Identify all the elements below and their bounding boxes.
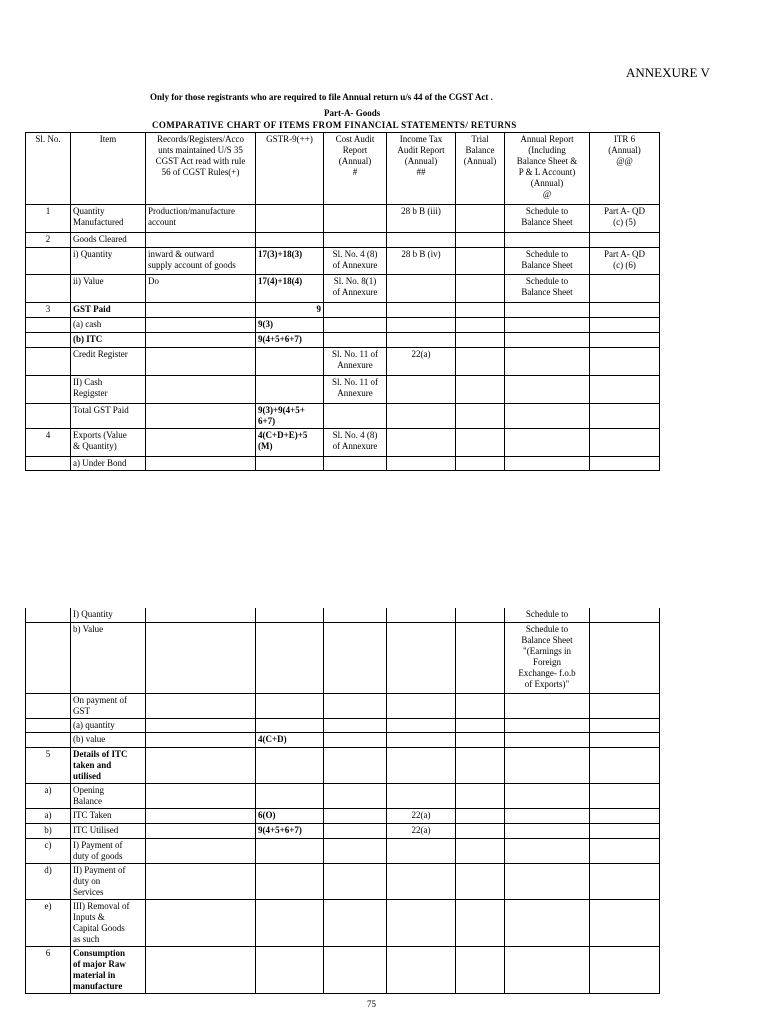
- table-cell: [590, 318, 660, 333]
- table-cell: [387, 376, 456, 404]
- table-cell: [256, 747, 324, 783]
- page-number: 75: [367, 999, 376, 1009]
- table-cell: 1: [26, 205, 71, 233]
- table-cell: [505, 233, 590, 248]
- table-cell: [146, 899, 256, 946]
- table-cell: Sl. No.: [26, 133, 71, 205]
- table-cell: Part A- QD (c) (6): [590, 248, 660, 275]
- table-cell: [456, 863, 505, 899]
- table-cell: [146, 303, 256, 318]
- table-row: [26, 783, 660, 808]
- table-cell: [26, 457, 71, 471]
- table-cell: Total GST Paid: [71, 404, 146, 429]
- table-cell: ii) Value: [71, 275, 146, 303]
- table-cell: [456, 376, 505, 404]
- table-row: [26, 808, 660, 823]
- table-cell: Credit Register: [71, 348, 146, 376]
- table-cell: [146, 233, 256, 248]
- table-cell: ITC Taken: [71, 808, 146, 823]
- table-cell: 22(a): [387, 823, 456, 838]
- table-cell: i) Quantity: [71, 248, 146, 275]
- comparative-chart-table-part-2: [25, 608, 660, 994]
- table-cell: GST Paid: [71, 303, 146, 318]
- table-row: [26, 376, 660, 404]
- table-cell: Schedule to Balance Sheet: [505, 248, 590, 275]
- table-cell: [505, 404, 590, 429]
- table-cell: [26, 275, 71, 303]
- table-cell: 4(C+D): [256, 732, 324, 747]
- table-cell: [146, 823, 256, 838]
- table-cell: [590, 808, 660, 823]
- table-cell: [256, 205, 324, 233]
- table-cell: [505, 429, 590, 457]
- table-row: [26, 732, 660, 747]
- table-row: [26, 838, 660, 863]
- table-cell: [26, 732, 71, 747]
- table-cell: a) Under Bond: [71, 457, 146, 471]
- table-cell: 22(a): [387, 808, 456, 823]
- table-cell: [590, 404, 660, 429]
- table-cell: [387, 747, 456, 783]
- table-cell: [505, 348, 590, 376]
- table-cell: [256, 457, 324, 471]
- table-cell: [387, 608, 456, 622]
- part-heading: Part-A- Goods: [324, 108, 381, 118]
- table-cell: [590, 376, 660, 404]
- table-cell: Sl. No. 11 of Annexure: [324, 348, 387, 376]
- table-row: [26, 693, 660, 718]
- table-cell: [387, 899, 456, 946]
- table-cell: 4(C+D+E)+5 (M): [256, 429, 324, 457]
- table-cell: [324, 404, 387, 429]
- table-cell: (b) ITC: [71, 333, 146, 348]
- table-cell: c): [26, 838, 71, 863]
- applicability-note: Only for those registrants who are required to file Annual return u/s 44 of the CGST Act .: [150, 92, 493, 102]
- table-cell: Schedule to Balance Sheet "(Earnings in Foreign Exchange- f.o.b of Exports)": [505, 622, 590, 693]
- table-cell: [324, 718, 387, 732]
- table-cell: [146, 838, 256, 863]
- table-row: [26, 946, 660, 993]
- table-cell: [324, 863, 387, 899]
- table-cell: [387, 303, 456, 318]
- table-cell: [387, 429, 456, 457]
- table-cell: [324, 783, 387, 808]
- table-cell: [505, 303, 590, 318]
- table-row: [26, 899, 660, 946]
- table-cell: [505, 318, 590, 333]
- table-cell: I) Quantity: [71, 608, 146, 622]
- table-cell: [146, 333, 256, 348]
- table-cell: [387, 863, 456, 899]
- table-cell: [456, 946, 505, 993]
- table-cell: [456, 732, 505, 747]
- table-row: [26, 133, 660, 205]
- table-cell: [456, 622, 505, 693]
- table-cell: [456, 457, 505, 471]
- table-cell: [146, 457, 256, 471]
- table-cell: [456, 838, 505, 863]
- table-cell: [146, 348, 256, 376]
- table-cell: [505, 899, 590, 946]
- table-cell: [324, 838, 387, 863]
- table-cell: [590, 608, 660, 622]
- table-cell: I) Payment of duty of goods: [71, 838, 146, 863]
- table-cell: Schedule to Balance Sheet: [505, 275, 590, 303]
- table-cell: [505, 863, 590, 899]
- table-cell: [324, 622, 387, 693]
- table-cell: 22(a): [387, 348, 456, 376]
- table-cell: 5: [26, 747, 71, 783]
- table-row: [26, 404, 660, 429]
- table-cell: [387, 732, 456, 747]
- table-row: [26, 205, 660, 233]
- table-cell: [505, 732, 590, 747]
- table-cell: [387, 233, 456, 248]
- table-cell: [456, 205, 505, 233]
- table-cell: d): [26, 863, 71, 899]
- table-cell: [26, 608, 71, 622]
- comparative-chart-table-part-1: [25, 132, 660, 471]
- table-cell: Goods Cleared: [71, 233, 146, 248]
- table-cell: 9(3)+9(4+5+ 6+7): [256, 404, 324, 429]
- table-row: [26, 608, 660, 622]
- table-cell: Sl. No. 11 of Annexure: [324, 376, 387, 404]
- table-cell: [505, 823, 590, 838]
- table-cell: [324, 808, 387, 823]
- table-cell: [456, 333, 505, 348]
- table-cell: a): [26, 808, 71, 823]
- table-cell: [324, 233, 387, 248]
- table-row: [26, 248, 660, 275]
- table-cell: [590, 457, 660, 471]
- table-cell: [256, 608, 324, 622]
- table-cell: 28 b B (iv): [387, 248, 456, 275]
- table-cell: [26, 348, 71, 376]
- table-cell: [26, 248, 71, 275]
- table-cell: [146, 608, 256, 622]
- table-cell: Records/Registers/Acco unts maintained U/S 35 CGST Act read with rule 56 of CGST Rules(+): [146, 133, 256, 205]
- table-cell: [256, 838, 324, 863]
- table-cell: [324, 608, 387, 622]
- table-cell: Quantity Manufactured: [71, 205, 146, 233]
- table-cell: Details of ITC taken and utilised: [71, 747, 146, 783]
- table-cell: [324, 457, 387, 471]
- table-cell: [387, 333, 456, 348]
- table-cell: [324, 693, 387, 718]
- table-cell: Part A- QD (c) (5): [590, 205, 660, 233]
- table-row: [26, 747, 660, 783]
- table-cell: [324, 747, 387, 783]
- table-cell: [456, 429, 505, 457]
- table-cell: II) Cash Regigster: [71, 376, 146, 404]
- table-cell: inward & outward supply account of goods: [146, 248, 256, 275]
- table-cell: Consumption of major Raw material in manufacture: [71, 946, 146, 993]
- table-cell: 9: [256, 303, 324, 318]
- table-cell: [505, 333, 590, 348]
- table-cell: 9(3): [256, 318, 324, 333]
- table-cell: 9(4+5+6+7): [256, 333, 324, 348]
- table-row: [26, 863, 660, 899]
- table-cell: [146, 747, 256, 783]
- table-cell: [505, 808, 590, 823]
- table-cell: [387, 318, 456, 333]
- table-cell: Schedule to Balance Sheet: [505, 205, 590, 233]
- table-cell: [256, 946, 324, 993]
- table-cell: [590, 333, 660, 348]
- table-cell: [146, 808, 256, 823]
- table-cell: [590, 303, 660, 318]
- table-cell: [387, 457, 456, 471]
- table-cell: ITR 6 (Annual) @@: [590, 133, 660, 205]
- table-cell: [387, 693, 456, 718]
- table-cell: [146, 429, 256, 457]
- table-row: [26, 303, 660, 318]
- table-row: [26, 333, 660, 348]
- table-cell: [505, 376, 590, 404]
- table-cell: Cost Audit Report (Annual) #: [324, 133, 387, 205]
- table-cell: [505, 783, 590, 808]
- table-cell: [26, 693, 71, 718]
- table-cell: [324, 333, 387, 348]
- table-cell: 6: [26, 946, 71, 993]
- table-cell: [324, 732, 387, 747]
- table-cell: [590, 783, 660, 808]
- table-cell: (b) value: [71, 732, 146, 747]
- table-cell: [590, 732, 660, 747]
- table-row: [26, 348, 660, 376]
- table-cell: Income Tax Audit Report (Annual) ##: [387, 133, 456, 205]
- table-cell: 4: [26, 429, 71, 457]
- table-row: [26, 622, 660, 693]
- table-cell: On payment of GST: [71, 693, 146, 718]
- table-cell: [146, 783, 256, 808]
- table-cell: [456, 823, 505, 838]
- table-cell: [324, 318, 387, 333]
- table-cell: ITC Utilised: [71, 823, 146, 838]
- table-cell: [256, 693, 324, 718]
- table-cell: [456, 348, 505, 376]
- table-cell: [324, 946, 387, 993]
- table-cell: [256, 718, 324, 732]
- table-cell: III) Removal of Inputs & Capital Goods as such: [71, 899, 146, 946]
- table-cell: [505, 693, 590, 718]
- table-cell: [590, 348, 660, 376]
- table-cell: [387, 946, 456, 993]
- table-cell: [456, 248, 505, 275]
- table-cell: [590, 823, 660, 838]
- table-cell: [26, 333, 71, 348]
- table-cell: [590, 946, 660, 993]
- table-cell: [456, 303, 505, 318]
- table-cell: [590, 747, 660, 783]
- table-row: [26, 233, 660, 248]
- table-cell: Exports (Value & Quantity): [71, 429, 146, 457]
- table-cell: [146, 946, 256, 993]
- table-cell: [505, 747, 590, 783]
- table-cell: [324, 899, 387, 946]
- table-cell: (a) quantity: [71, 718, 146, 732]
- table-cell: b) Value: [71, 622, 146, 693]
- table-cell: [505, 457, 590, 471]
- table-cell: [387, 783, 456, 808]
- table-cell: [26, 718, 71, 732]
- table-cell: [256, 233, 324, 248]
- table-cell: b): [26, 823, 71, 838]
- table-cell: [146, 732, 256, 747]
- table-cell: Production/manufacture account: [146, 205, 256, 233]
- table-cell: [590, 838, 660, 863]
- table-cell: Schedule to: [505, 608, 590, 622]
- table-row: [26, 318, 660, 333]
- table-cell: [26, 376, 71, 404]
- table-cell: [456, 275, 505, 303]
- table-cell: [146, 404, 256, 429]
- table-cell: [590, 693, 660, 718]
- table-cell: e): [26, 899, 71, 946]
- table-cell: 17(4)+18(4): [256, 275, 324, 303]
- table-cell: [26, 622, 71, 693]
- table-row: [26, 457, 660, 471]
- table-cell: [26, 318, 71, 333]
- table-cell: [456, 808, 505, 823]
- table-cell: [505, 838, 590, 863]
- table-cell: [590, 863, 660, 899]
- table-cell: Sl. No. 4 (8) of Annexure: [324, 248, 387, 275]
- table-cell: [387, 838, 456, 863]
- table-cell: [146, 318, 256, 333]
- table-cell: [256, 622, 324, 693]
- table-cell: [456, 718, 505, 732]
- table-cell: [387, 404, 456, 429]
- table-cell: [590, 899, 660, 946]
- table-cell: [456, 693, 505, 718]
- table-cell: [590, 718, 660, 732]
- table-cell: [387, 275, 456, 303]
- table-cell: [146, 622, 256, 693]
- table-cell: [456, 783, 505, 808]
- table-cell: [324, 823, 387, 838]
- table-cell: [456, 899, 505, 946]
- table-cell: [590, 275, 660, 303]
- table-cell: [505, 946, 590, 993]
- table-cell: 3: [26, 303, 71, 318]
- table-cell: (a) cash: [71, 318, 146, 333]
- table-cell: Sl. No. 8(1) of Annexure: [324, 275, 387, 303]
- table-cell: [590, 429, 660, 457]
- annexure-heading: ANNEXURE V: [626, 65, 710, 80]
- table-cell: [256, 899, 324, 946]
- table-row: [26, 275, 660, 303]
- table-cell: [456, 318, 505, 333]
- table-cell: II) Payment of duty on Services: [71, 863, 146, 899]
- table-cell: 28 b B (iii): [387, 205, 456, 233]
- table-cell: [324, 303, 387, 318]
- table-cell: 6(O): [256, 808, 324, 823]
- table-cell: [387, 718, 456, 732]
- table-cell: Annual Report (Including Balance Sheet & P & L Account) (Annual) @: [505, 133, 590, 205]
- table-cell: [456, 608, 505, 622]
- table-cell: [324, 205, 387, 233]
- table-cell: 9(4+5+6+7): [256, 823, 324, 838]
- table-cell: Trial Balance (Annual): [456, 133, 505, 205]
- table-cell: [590, 622, 660, 693]
- table-row: [26, 718, 660, 732]
- table-cell: [256, 863, 324, 899]
- table-cell: 17(3)+18(3): [256, 248, 324, 275]
- table-cell: a): [26, 783, 71, 808]
- table-cell: [456, 404, 505, 429]
- table-cell: [456, 233, 505, 248]
- table-cell: [590, 233, 660, 248]
- table-cell: Sl. No. 4 (8) of Annexure: [324, 429, 387, 457]
- table-cell: Item: [71, 133, 146, 205]
- table-row: [26, 429, 660, 457]
- table-cell: Do: [146, 275, 256, 303]
- table-cell: [146, 718, 256, 732]
- chart-title: COMPARATIVE CHART OF ITEMS FROM FINANCIAL STATEMENTS/ RETURNS: [152, 120, 517, 130]
- table-cell: [146, 376, 256, 404]
- table-cell: [146, 863, 256, 899]
- table-cell: [505, 718, 590, 732]
- table-cell: [256, 376, 324, 404]
- table-cell: [456, 747, 505, 783]
- table-cell: Opening Balance: [71, 783, 146, 808]
- table-cell: 2: [26, 233, 71, 248]
- table-row: [26, 823, 660, 838]
- table-cell: [26, 404, 71, 429]
- table-cell: [256, 348, 324, 376]
- table-cell: [256, 783, 324, 808]
- table-cell: [387, 622, 456, 693]
- table-cell: GSTR-9(++): [256, 133, 324, 205]
- table-cell: [146, 693, 256, 718]
